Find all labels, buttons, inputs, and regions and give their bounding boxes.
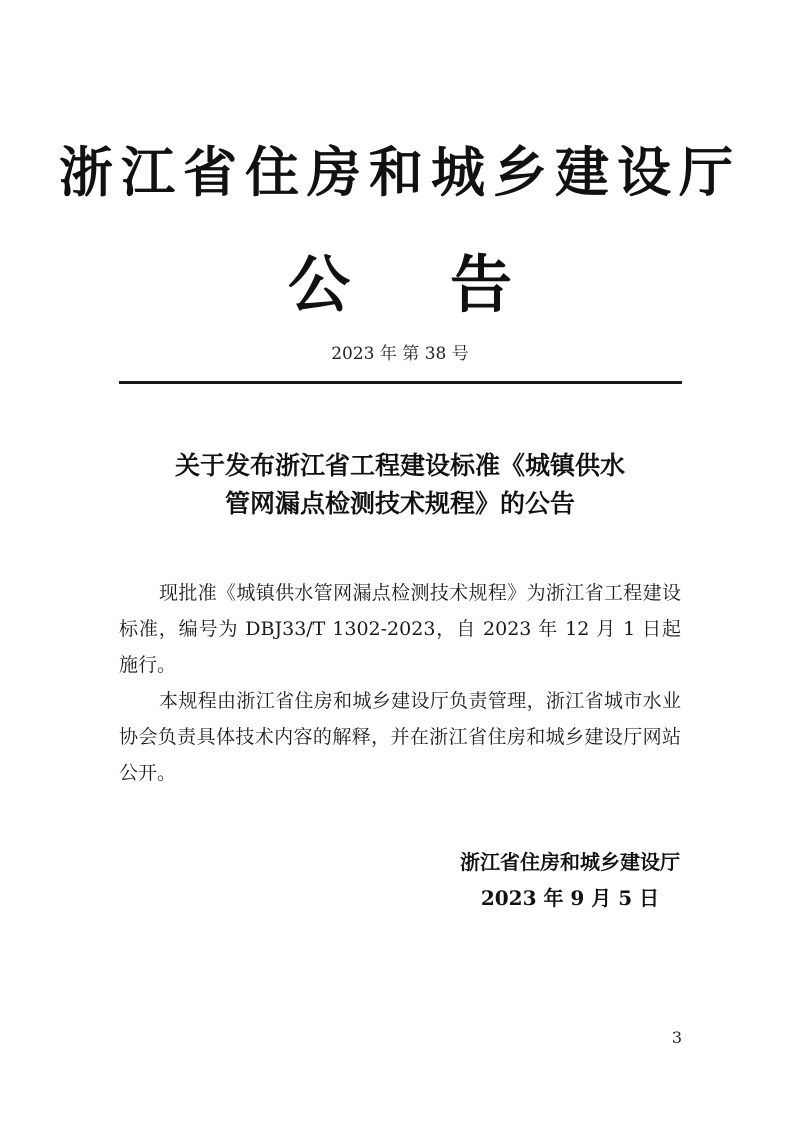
body-paragraph-2: 本规程由浙江省住房和城乡建设厅负责管理，浙江省城市水业协会负责具体技术内容的解释，并在浙江省住房和城乡建设厅网站公开。 (119, 690, 681, 784)
signature-issuer: 浙江省住房和城乡建设厅 (460, 850, 680, 874)
issue-number: 2023 年 第 38 号 (331, 344, 469, 364)
document-title-line-2: 管网漏点检测技术规程》的公告 (224, 489, 575, 518)
header-divider (119, 381, 682, 384)
document-title-line-1: 关于发布浙江省工程建设标准《城镇供水 (174, 451, 625, 480)
agency-title: 浙江省住房和城乡建设厅 (59, 140, 741, 204)
page-number: 3 (671, 1028, 682, 1047)
body-text (119, 575, 681, 791)
notice-char-1: 公 (287, 248, 350, 321)
document-title (0, 447, 800, 523)
body-paragraph-1: 现批准《城镇供水管网漏点检测技术规程》为浙江省工程建设标准，编号为 DBJ33/T 1302-2023，自 2023 年 12 月 1 日起施行。 (119, 582, 681, 676)
signature-block (460, 844, 680, 916)
notice-heading (0, 245, 800, 325)
signature-date: 2023 年 9 月 5 日 (480, 886, 660, 910)
notice-char-2: 告 (450, 248, 513, 321)
